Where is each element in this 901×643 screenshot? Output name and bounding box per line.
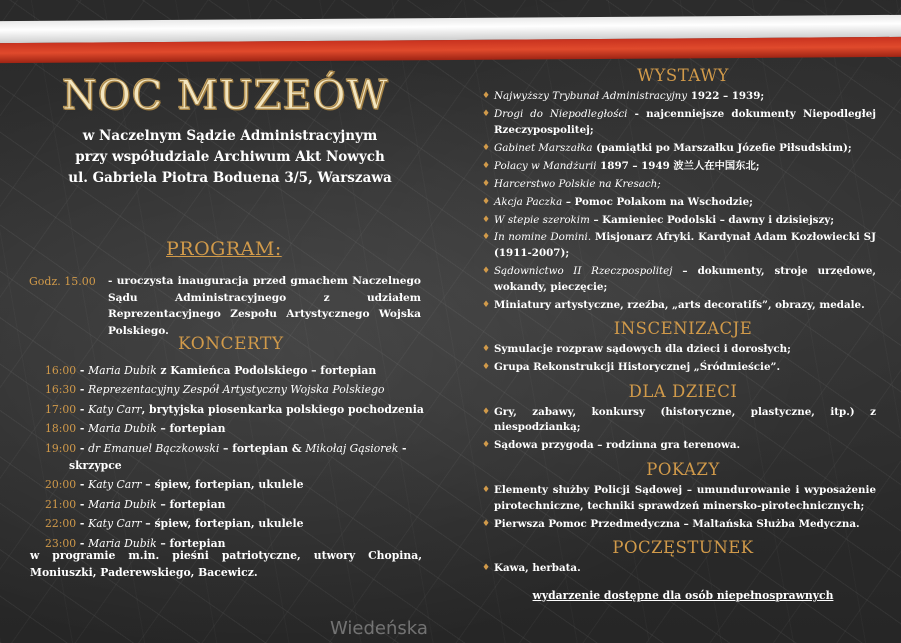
list-item: [480, 561, 876, 577]
concert-detail: – fortepian &: [219, 441, 306, 455]
concert-time: 21:00: [45, 497, 77, 511]
exhibitions-heading: WYSTAWY: [637, 66, 729, 85]
item-title: Akcja Paczka: [494, 195, 563, 208]
diamond-bullet-icon: ♦: [482, 440, 491, 451]
for-children-list: [480, 405, 876, 454]
list-item: [480, 159, 876, 175]
item-text: Gry, zabawy, konkursy (historyczne, plastyczne, itp.) z niespodzianką;: [494, 405, 876, 434]
concert-time: 18:00: [45, 422, 77, 436]
concert-item: 21:00 - Maria Dubik – fortepian: [45, 497, 226, 511]
concert-performer-2: Mikołaj Gąsiorek: [305, 441, 399, 455]
attractions-column: [480, 66, 876, 602]
diamond-bullet-icon: ♦: [482, 108, 491, 119]
program-heading: PROGRAM:: [166, 238, 282, 260]
diamond-bullet-icon: ♦: [482, 266, 491, 277]
list-item: [480, 264, 876, 295]
diamond-bullet-icon: ♦: [482, 196, 491, 207]
opening-time: Godz. 15.00: [29, 275, 96, 288]
for-children-heading: DLA DZIECI: [628, 381, 738, 401]
diamond-bullet-icon: ♦: [482, 563, 491, 574]
diamond-bullet-icon: ♦: [482, 142, 491, 153]
concert-item: 19:00 - dr Emanuel Bączkowski – fortepian & Mikołaj Gąsiorek - skrzypce: [45, 439, 425, 476]
venue-line: w Naczelnym Sądzie Administracyjnym: [82, 128, 378, 144]
list-item: [480, 195, 876, 211]
item-text: Symulacje rozpraw sądowych dla dzieci i dorosłych;: [494, 343, 791, 356]
concert-time: 17:00: [45, 402, 77, 416]
item-title: In nomine Domini.: [494, 231, 592, 244]
concert-detail: , brytyjska piosenkarka polskiego pochodzenia: [141, 402, 424, 416]
list-item: [480, 89, 876, 105]
concert-time: 19:00: [45, 441, 77, 455]
opening-description: - uroczysta inauguracja przed gmachem Naczelnego Sądu Administracyjnego z udziałem Reprezentacyjnego Zespołu Artystycznego Wojska Polskiego.: [108, 275, 421, 337]
refreshments-list: [480, 561, 876, 577]
item-text: - najcenniejsze dokumenty Niepodległej Rzeczypospolitej;: [494, 107, 876, 136]
list-item: [480, 438, 876, 454]
list-item: [480, 298, 876, 314]
item-text: – Kamieniec Podolski – dawny i dzisiejszy;: [589, 213, 835, 226]
concert-performer: Maria Dubik: [88, 536, 157, 550]
diamond-bullet-icon: ♦: [482, 362, 491, 373]
concert-time: 16:00: [45, 364, 77, 377]
concert-list: [45, 361, 425, 553]
concert-item: 23:00 - Maria Dubik – fortepian: [45, 536, 226, 550]
item-text: Miniatury artystyczne, rzeźba, „arts decoratifs”, obrazy, medale.: [494, 298, 865, 311]
concert-detail: z Kamieńca Podolskiego – fortepian: [156, 364, 377, 377]
item-text: – dokumenty, stroje urzędowe, wokandy, pieczęcie;: [494, 265, 876, 293]
concert-performer: Maria Dubik: [88, 364, 157, 377]
diamond-bullet-icon: ♦: [482, 518, 491, 529]
item-text: 1922 – 1939;: [687, 90, 765, 102]
diamond-bullet-icon: ♦: [482, 299, 491, 310]
list-item: [480, 177, 876, 193]
item-text: – Pomoc Polakom na Wschodzie;: [562, 195, 753, 208]
item-title: Sądownictwo II Rzeczpospolitej: [494, 265, 673, 278]
list-item: [480, 405, 876, 436]
list-item: [480, 360, 876, 376]
concert-detail: – śpiew, fortepian, ukulele: [141, 517, 304, 531]
concert-item: 17:00 - Katy Carr, brytyjska piosenkarka polskiego pochodzenia: [45, 402, 424, 416]
venue-info: [50, 126, 410, 189]
concert-time: 22:00: [45, 517, 77, 531]
concert-item: 16:30 - Reprezentacyjny Zespół Artystyczny Wojska Polskiego: [45, 383, 385, 397]
diamond-bullet-icon: ♦: [482, 484, 491, 495]
diamond-bullet-icon: ♦: [482, 232, 491, 243]
concert-performer: Reprezentacyjny Zespół Artystyczny Wojska Polskiego: [88, 383, 385, 397]
list-item: [480, 483, 876, 514]
program-note: w programie m.in. pieśni patriotyczne, utwory Chopina, Moniuszki, Paderewskiego, Bacewicz.: [30, 549, 422, 579]
venue-line: przy współudziale Archiwum Akt Nowych: [75, 149, 385, 165]
map-street-label: Wiedeńska: [330, 618, 428, 639]
diamond-bullet-icon: ♦: [482, 160, 491, 171]
diamond-bullet-icon: ♦: [482, 344, 491, 355]
item-text: (pamiątki po Marszałku Józefie Piłsudskim);: [592, 141, 852, 154]
item-title: W stepie szerokim: [494, 213, 590, 226]
concert-performer: Maria Dubik: [88, 422, 157, 436]
flag-ribbon: [0, 18, 901, 64]
shows-list: [480, 483, 876, 532]
concerts-heading: KONCERTY: [178, 334, 284, 354]
concert-performer: Katy Carr: [88, 402, 142, 416]
concert-performer: Katy Carr: [88, 517, 142, 531]
exhibitions-list: [480, 89, 876, 313]
item-title: Drogi do Niepodległości: [494, 107, 628, 120]
reenactments-heading: INSCENIZACJE: [613, 319, 753, 339]
diamond-bullet-icon: ♦: [482, 406, 491, 417]
list-item: [480, 517, 876, 533]
concert-detail-continued: skrzypce: [69, 459, 122, 473]
concert-time: 16:30: [45, 383, 77, 397]
list-item: [480, 342, 876, 358]
concert-detail: – fortepian: [156, 422, 226, 436]
concert-detail: – śpiew, fortepian, ukulele: [141, 478, 304, 492]
list-item: [480, 213, 876, 229]
item-text: 1897 – 1949 波兰人在中国东北;: [596, 159, 760, 172]
concert-time: 23:00: [45, 536, 77, 550]
item-text: Grupa Rekonstrukcji Historycznej „Śródmieście”.: [494, 361, 781, 374]
concert-time: 20:00: [45, 478, 77, 492]
refreshments-heading: POCZĘSTUNEK: [612, 538, 754, 558]
diamond-bullet-icon: ♦: [482, 214, 491, 225]
list-item: [480, 230, 876, 261]
diamond-bullet-icon: ♦: [482, 178, 491, 189]
item-text: Pierwsza Pomoc Przedmedyczna – Maltańska Służba Medyczna.: [494, 517, 860, 530]
venue-line: ul. Gabriela Piotra Boduena 3/5, Warszawa: [68, 170, 392, 186]
item-title: Polacy w Mandżurii: [494, 159, 597, 172]
item-text: Misjonarz Afryki. Kardynał Adam Kozłowiecki SJ (1911-2007);: [494, 231, 876, 260]
concert-performer: Katy Carr: [88, 478, 142, 492]
item-text: Sądowa przygoda – rodzinna gra terenowa.: [494, 439, 741, 452]
concert-detail-2: -: [398, 441, 407, 455]
concert-performer: dr Emanuel Bączkowski: [88, 441, 220, 455]
list-item: [480, 141, 876, 157]
concert-detail: – fortepian: [156, 497, 226, 511]
item-title: Harcerstwo Polskie na Kresach;: [494, 177, 661, 190]
shows-heading: POKAZY: [646, 459, 720, 479]
item-text: Kawa, herbata.: [494, 562, 581, 575]
item-title: Gabinet Marszałka: [494, 141, 593, 154]
accessibility-note: wydarzenie dostępne dla osób niepełnosprawnych: [532, 588, 834, 602]
concert-performer: Maria Dubik: [88, 497, 157, 511]
diamond-bullet-icon: ♦: [482, 91, 491, 101]
concert-item: 20:00 - Katy Carr – śpiew, fortepian, ukulele: [45, 478, 304, 492]
concert-item: 16:00 - Maria Dubik z Kamieńca Podolskiego – fortepian: [45, 364, 377, 377]
event-title: NOC MUZEÓW: [62, 73, 389, 119]
item-title: Najwyższy Trybunał Administracyjny: [494, 90, 688, 102]
concert-item: 18:00 - Maria Dubik – fortepian: [45, 422, 226, 436]
concert-detail: – fortepian: [156, 536, 226, 550]
list-item: [480, 107, 876, 138]
reenactments-list: [480, 342, 876, 376]
item-text: Elementy służby Policji Sądowej – umundurowanie i wyposażenie pirotechniczne, techniki sprawdzeń minersko-pirotechnicznych;: [494, 483, 876, 512]
concert-item: 22:00 - Katy Carr – śpiew, fortepian, ukulele: [45, 517, 304, 531]
